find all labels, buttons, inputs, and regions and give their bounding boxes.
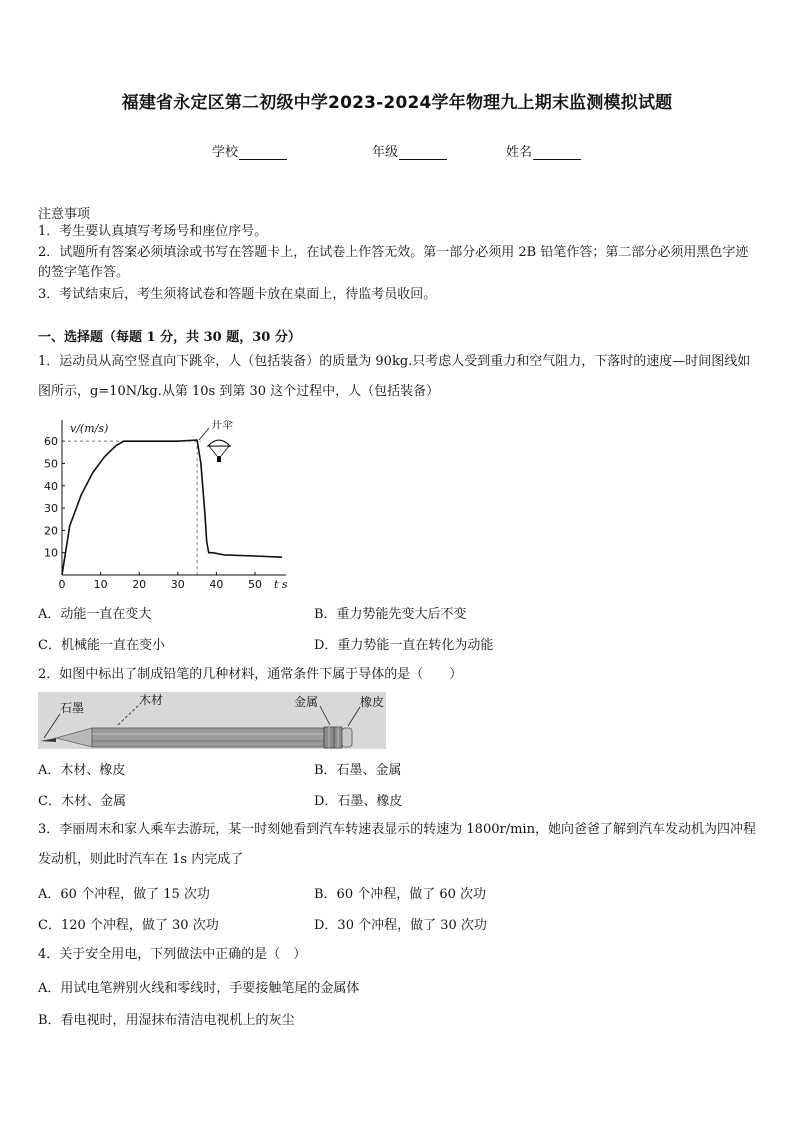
velocity-time-chart [38,420,288,590]
label-metal: 金属 [294,695,319,709]
x-tick-label: 40 [209,578,224,590]
pencil-metal-band [324,727,342,748]
question-1-stem: 1．运动员从高空竖直向下跳伞，人（包括装备）的质量为 90kg.只考虑人受到重力和空气阻力，下落时的速度—时间图线如图所示，g=10N/kg.从第 10s 到第 30 这个过程中，人（包括装备） [38,354,751,399]
annotation-leader [199,428,209,440]
q2-option-b[interactable]: B．石墨、金属 [314,763,402,778]
section-heading: 一、选择题（每题 1 分，共 30 题，30 分） [38,330,301,345]
q3-option-c[interactable]: C．120 个冲程，做了 30 次功 [38,918,219,933]
grade-label: 年级 [372,145,399,160]
q3-option-a[interactable]: A．60 个冲程，做了 15 次功 [38,887,210,902]
notice-item-1: 1．考生要认真填写考场号和座位序号。 [38,224,268,239]
x-tick-label: 30 [170,578,185,590]
q3-option-d[interactable]: D．30 个冲程，做了 30 次功 [314,918,487,933]
y-tick-label: 50 [44,457,58,471]
velocity-curve-0 [62,440,282,575]
q1-option-b[interactable]: B．重力势能先变大后不变 [314,607,467,622]
velocity-time-svg [38,420,288,590]
name-label: 姓名 [506,145,533,160]
grade-blank[interactable] [399,147,447,160]
q2-option-a[interactable]: A．木材、橡皮 [38,763,126,778]
pencil-svg [38,692,388,750]
school-label: 学校 [212,145,239,160]
parachute-cord-left [209,446,217,456]
label-graphite: 石墨 [60,701,85,715]
pencil-wood-body [92,728,324,747]
y-tick-label: 10 [44,546,58,560]
x-tick-label: 20 [132,578,147,590]
notice-item-3: 3．考试结束后，考生须将试卷和答题卡放在桌面上，待监考员收回。 [38,287,437,302]
question-4-stem: 4．关于安全用电，下列做法中正确的是（ ） [38,947,307,962]
parachutist-icon [217,456,221,462]
q1-option-d[interactable]: D．重力势能一直在转化为动能 [314,638,494,653]
y-axis-label: v/(m/s) [70,422,109,435]
q2-option-c[interactable]: C．木材、金属 [38,794,126,809]
page-title: 福建省永定区第二初级中学2023-2024学年物理九上期末监测模拟试题 [121,93,673,113]
x-tick-label: 0 [58,578,66,590]
question-2-stem: 2．如图中标出了制成铅笔的几种材料，通常条件下属于导体的是（ ） [38,667,463,682]
pencil-eraser [342,728,352,747]
q1-option-c[interactable]: C．机械能一直在变小 [38,638,165,653]
notice-item-2: 2．试题所有答案必须填涂或书写在答题卡上，在试卷上作答无效。第一部分必须用 2B 铅笔作答；第二部分必须用黑色字迹的签字笔作答。 [38,245,749,280]
y-tick-label: 40 [44,479,58,493]
q4-option-a[interactable]: A．用试电笔辨别火线和零线时，手要接触笔尾的金属体 [38,981,360,996]
label-eraser: 橡皮 [360,695,385,709]
name-field[interactable] [506,141,581,160]
x-axis-label: t s [274,578,288,590]
x-tick-label: 50 [247,578,262,590]
school-blank[interactable] [239,147,287,160]
annotation-label: 开伞 [211,420,234,432]
y-tick-label: 30 [44,502,58,516]
question-3-stem: 3．李丽周末和家人乘车去游玩，某一时刻她看到汽车转速表显示的转速为 1800r/min，她向爸爸了解到汽车发动机为四冲程发动机，则此时汽车在 1s 内完成了 [38,822,756,867]
q4-option-b[interactable]: B．看电视时，用湿抹布清洁电视机上的灰尘 [38,1013,295,1028]
parachute-cord-right [221,446,229,456]
notice-title: 注意事项 [38,207,91,222]
q1-option-a[interactable]: A．动能一直在变大 [38,607,152,622]
school-field[interactable] [212,141,287,160]
pencil-figure [38,692,388,750]
x-tick-label: 10 [93,578,108,590]
grade-field[interactable] [372,141,447,160]
q3-option-b[interactable]: B．60 个冲程，做了 60 次功 [314,887,487,902]
name-blank[interactable] [533,147,581,160]
y-tick-label: 20 [44,524,58,538]
parachute-icon [208,440,230,446]
y-tick-label: 60 [44,435,58,449]
q2-option-d[interactable]: D．石墨、橡皮 [314,794,403,809]
label-wood: 木材 [139,693,164,707]
